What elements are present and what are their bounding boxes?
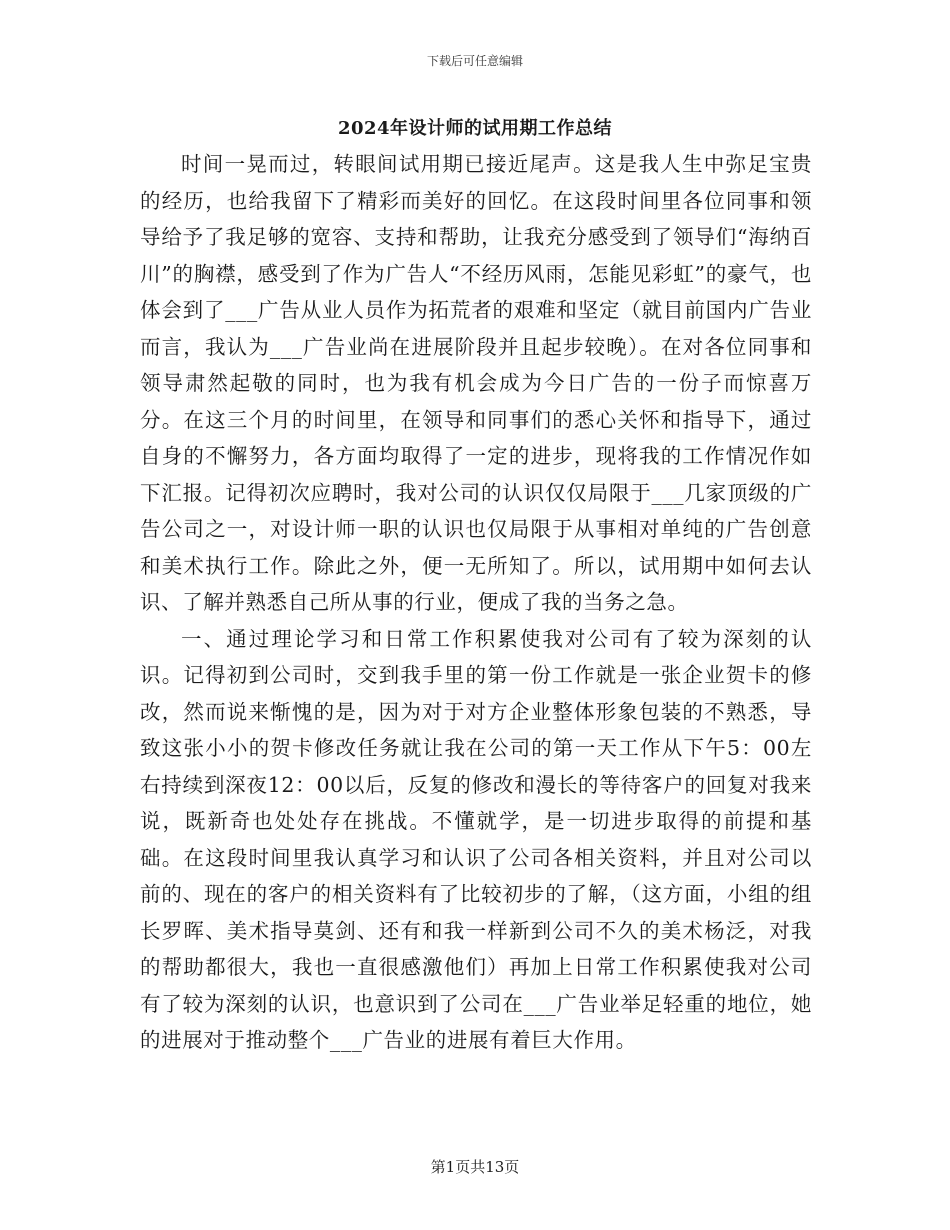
page-number: 第1页共13页 — [430, 1158, 520, 1176]
document-title: 2024年设计师的试用期工作总结 — [337, 118, 613, 139]
page-header-note: 下载后可任意编辑 — [426, 54, 523, 68]
body-paragraph-1: 时间一晃而过，转眼间试用期已接近尾声。这是我人生中弥足宝贵的经历，也给我留下了精彩而美好的回忆。在这段时间里各位同事和领导给予了我足够的宽容、支持和帮助，让我充分感受到了领导们“海纳百川”的胸襟，感受到了作为广告人“不经历风雨，怎能见彩虹”的豪气，也体会到了___广告从业人员作为拓荒者的艰难和坚定（就目前国内广告业而言，我认为___广告业尚在进展阶段并且起步较晚）。在对各位同事和领导肃然起敬的同时，也为我有机会成为今日广告的一份子而惊喜万分。在这三个月的时间里，在领导和同事们的悉心关怀和指导下，通过自身的不懈努力，各方面均取得了一定的进步，现将我的工作情况作如下汇报。记得初次应聘时，我对公司的认识仅仅局限于___几家顶级的广告公司之一，对设计师一职的认识也仅局限于从事相对单纯的广告创意和美术执行工作。除此之外，便一无所知了。所以，试用期中如何去认识、了解并熟悉自己所从事的行业，便成了我的当务之急。 — [140, 152, 812, 614]
document-body — [140, 146, 812, 1059]
body-paragraph-2: 一、通过理论学习和日常工作积累使我对公司有了较为深刻的认识。记得初到公司时，交到我手里的第一份工作就是一张企业贺卡的修改，然而说来惭愧的是，因为对于对方企业整体形象包装的不熟悉，导致这张小小的贺卡修改任务就让我在公司的第一天工作从下午5：00左右持续到深夜12：00以后，反复的修改和漫长的等待客户的回复对我来说，既新奇也处处存在挑战。不懂就学，是一切进步取得的前提和基础。在这段时间里我认真学习和认识了公司各相关资料，并且对公司以前的、现在的客户的相关资料有了比较初步的了解，（这方面，小组的组长罗晖、美术指导莫剑、还有和我一样新到公司不久的美术杨泛，对我的帮助都很大，我也一直很感激他们）再加上日常工作积累使我对公司有了较为深刻的认识，也意识到了公司在___广告业举足轻重的地位，她的进展对于推动整个___广告业的进展有着巨大作用。 — [140, 626, 812, 1052]
